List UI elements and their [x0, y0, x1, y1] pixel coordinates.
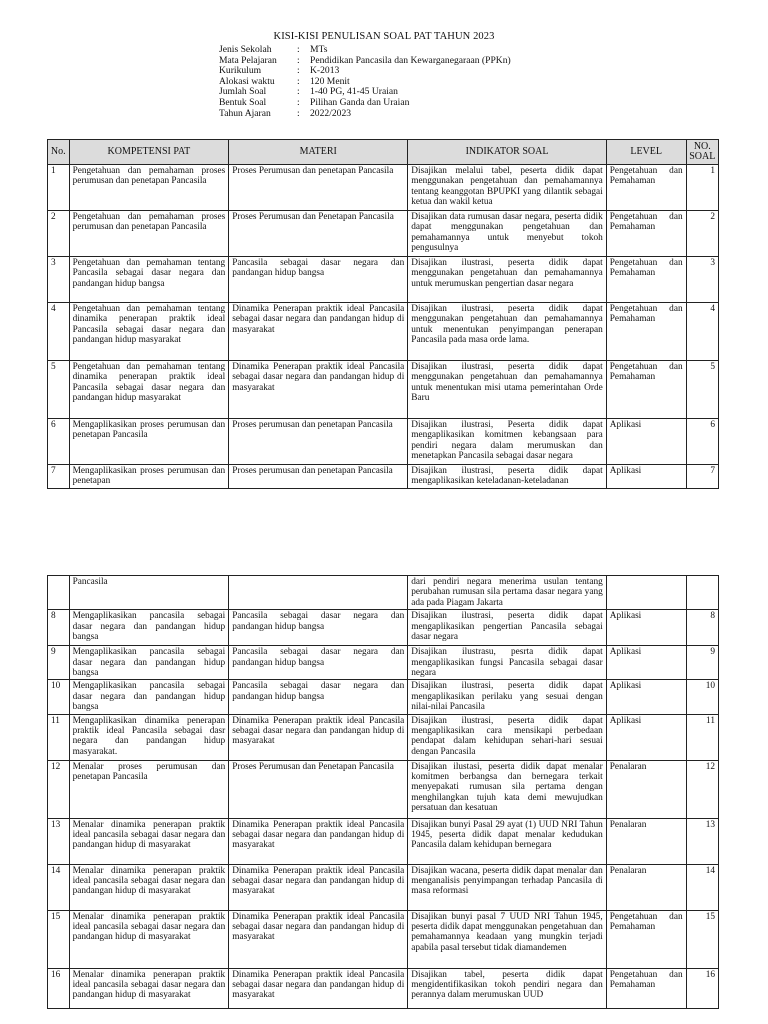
- cell-level: Aplikasi: [606, 680, 686, 714]
- cell-indikator: Disajikan ilustrasi, peserta didik dapat menggunakan pengetahuan dan pemahamannya untuk menentukan misi utama pemerintahan Orde Baru: [408, 361, 606, 419]
- cell-level: Penalaran: [606, 818, 686, 864]
- cell-level: Aplikasi: [606, 465, 686, 489]
- meta-colon: :: [297, 86, 300, 98]
- cell-indikator: Disajikan ilustrasi, peserta didik dapat menggunakan pengetahuan dan pemahamannya untuk menentukan penyimpangan penerapan Pancasila pada masa orde lama.: [408, 303, 606, 361]
- meta-label: Kurikulum: [219, 65, 262, 77]
- table-row: [48, 465, 719, 489]
- cell-materi: Dinamika Penerapan praktik ideal Pancasila sebagai dasar negara dan pandangan hidup di masyarakat: [229, 818, 408, 864]
- meta-value: 2022/2023: [310, 107, 352, 119]
- cell-indikator: Disajikan data rumusan dasar negara, peserta didik dapat menggunakan pengetahuan dan pemahamannya untuk menyebut tokoh pengusulnya: [408, 211, 606, 257]
- cell-no: 7: [48, 465, 70, 489]
- cell-level: Pengetahuan dan Pemahaman: [606, 361, 686, 419]
- header-level: LEVEL: [606, 140, 686, 165]
- cell-materi: Dinamika Penerapan praktik ideal Pancasila sebagai dasar negara dan pandangan hidup di masyarakat: [229, 361, 408, 419]
- cell-kompetensi: Menalar dinamika penerapan praktik ideal pancasila sebagai dasar negara dan pandangan hidup di masyarakat: [69, 864, 229, 910]
- cell-materi: Dinamika Penerapan praktik ideal Pancasila sebagai dasar negara dan pandangan hidup di masyarakat: [229, 303, 408, 361]
- cell-kompetensi: Menalar proses perumusan dan penetapan Pancasila: [69, 760, 229, 818]
- table-header-row: [48, 140, 719, 165]
- cell-kompetensi: Mengaplikasikan proses perumusan dan penetapan: [69, 465, 229, 489]
- cell-level: Pengetahuan dan Pemahaman: [606, 257, 686, 303]
- cell-no: 1: [48, 165, 70, 211]
- meta-colon: :: [297, 107, 300, 119]
- meta-value: Pendidikan Pancasila dan Kewarganegaraan (PPKn): [310, 54, 511, 66]
- cell-indikator: Disajikan ilustrasi, peserta didik dapat menggunakan pengetahuan dan pemahamannya untuk merumuskan pengertian dasar negara: [408, 257, 606, 303]
- meta-colon: :: [297, 65, 300, 77]
- table-row: [48, 361, 719, 419]
- cell-indikator: Disajikan bunyi Pasal 29 ayat (1) UUD NRI Tahun 1945, peserta didik dapat menalar kedudukan Pancasila dalam kehidupan bernegara: [408, 818, 606, 864]
- cell-level: Aplikasi: [606, 714, 686, 760]
- cell-level: Pengetahuan dan Pemahaman: [606, 968, 686, 1008]
- cell-no-soal: 7: [686, 465, 718, 489]
- cell-no: 16: [48, 968, 70, 1008]
- cell-kompetensi: Pengetahuan dan pemahaman tentang dinamika penerapan praktik ideal Pancasila sebagai dasar negara dan pandangan hidup masyarakat: [69, 303, 229, 361]
- cell-level: [606, 576, 686, 610]
- cell-materi: Pancasila sebagai dasar negara dan pandangan hidup bangsa: [229, 646, 408, 680]
- cell-indikator: Disajikan tabel, peserta didik dapat mengidentifikasikan tokoh pendiri negara dan perannya dalam merumuskan UUD: [408, 968, 606, 1008]
- cell-no-soal: 4: [686, 303, 718, 361]
- meta-label: Jenis Sekolah: [219, 44, 272, 55]
- cell-no: 12: [48, 760, 70, 818]
- cell-no: 3: [48, 257, 70, 303]
- meta-row: [219, 98, 511, 109]
- cell-materi: Proses perumusan dan penetapan Pancasila: [229, 419, 408, 465]
- cell-no: 10: [48, 680, 70, 714]
- cell-no: 2: [48, 211, 70, 257]
- cell-level: Aplikasi: [606, 610, 686, 646]
- cell-indikator: Disajikan ilustrasi, peserta didik dapat mengaplikasikan cara mensikapi perbedaan pendapat dalam kehidupan sehari-hari sesuai dengan Pancasila: [408, 714, 606, 760]
- meta-value: MTs: [310, 44, 328, 55]
- document-page-2: [0, 540, 768, 1024]
- meta-value: 120 Menit: [310, 75, 350, 87]
- cell-kompetensi: Pancasila: [69, 576, 229, 610]
- cell-no-soal: 13: [686, 818, 718, 864]
- cell-no-soal: 9: [686, 646, 718, 680]
- cell-no-soal: 8: [686, 610, 718, 646]
- cell-no: 15: [48, 910, 70, 968]
- cell-no-soal: 1: [686, 165, 718, 211]
- meta-value: Pilihan Ganda dan Uraian: [310, 96, 410, 108]
- header-no: No.: [48, 140, 70, 165]
- meta-colon: :: [297, 75, 300, 87]
- cell-no-soal: 2: [686, 211, 718, 257]
- cell-level: Aplikasi: [606, 646, 686, 680]
- cell-materi: Pancasila sebagai dasar negara dan pandangan hidup bangsa: [229, 610, 408, 646]
- cell-kompetensi: Mengaplikasikan dinamika penerapan praktik ideal Pancasila sebagai dasr negara dan pandangan hidup masyarakat.: [69, 714, 229, 760]
- table-row: [48, 165, 719, 211]
- table-row: [48, 968, 719, 1008]
- cell-level: Pengetahuan dan Pemahaman: [606, 910, 686, 968]
- cell-materi: Proses Perumusan dan Penetapan Pancasila: [229, 211, 408, 257]
- cell-no: [48, 576, 70, 610]
- cell-kompetensi: Mengaplikasikan pancasila sebagai dasar negara dan pandangan hidup bangsa: [69, 646, 229, 680]
- meta-colon: :: [297, 96, 300, 108]
- table-row: [48, 864, 719, 910]
- cell-materi: [229, 576, 408, 610]
- cell-indikator: Disajikan ilustrasi, peserta didik dapat mengaplikasikan pengertian Pancasila sebagai dasar negara: [408, 610, 606, 646]
- cell-kompetensi: Pengetahuan dan pemahaman proses perumusan dan penetapan Pancasila: [69, 165, 229, 211]
- document-title: KISI-KISI PENULISAN SOAL PAT TAHUN 2023: [273, 31, 495, 42]
- meta-label: Tahun Ajaran: [219, 107, 271, 119]
- cell-no: 4: [48, 303, 70, 361]
- cell-no-soal: 12: [686, 760, 718, 818]
- cell-no-soal: 16: [686, 968, 718, 1008]
- table-row: [48, 257, 719, 303]
- cell-kompetensi: Mengaplikasikan proses perumusan dan penetapan Pancasila: [69, 419, 229, 465]
- header-indikator: INDIKATOR SOAL: [408, 140, 606, 165]
- cell-indikator: Disajikan wacana, peserta didik dapat menalar dan menganalisis penyimpangan terhadap Pancasila di masa reformasi: [408, 864, 606, 910]
- cell-level: Penalaran: [606, 760, 686, 818]
- cell-materi: Dinamika Penerapan praktik ideal Pancasila sebagai dasar negara dan pandangan hidup di masyarakat: [229, 910, 408, 968]
- cell-materi: Proses Perumusan dan penetapan Pancasila: [229, 165, 408, 211]
- cell-no-soal: 11: [686, 714, 718, 760]
- meta-row: [219, 45, 511, 56]
- cell-materi: Proses perumusan dan penetapan Pancasila: [229, 465, 408, 489]
- cell-level: Penalaran: [606, 864, 686, 910]
- meta-label: Mata Pelajaran: [219, 54, 277, 66]
- cell-materi: Pancasila sebagai dasar negara dan pandangan hidup bangsa: [229, 680, 408, 714]
- cell-kompetensi: Menalar dinamika penerapan praktik ideal pancasila sebagai dasar negara dan pandangan hidup di masyarakat: [69, 968, 229, 1008]
- cell-no: 6: [48, 419, 70, 465]
- kisi-kisi-table-page-1: [47, 139, 719, 489]
- document-meta: [219, 45, 511, 119]
- table-row: [48, 680, 719, 714]
- meta-row: [219, 56, 511, 67]
- meta-colon: :: [297, 54, 300, 66]
- cell-indikator: Disajikan ilustrasi, peserta didik dapat mengaplikasikan keteladanan-keteladanan: [408, 465, 606, 489]
- meta-label: Jumlah Soal: [219, 86, 267, 98]
- cell-no: 8: [48, 610, 70, 646]
- table-row: [48, 610, 719, 646]
- cell-indikator: Disajikan bunyi pasal 7 UUD NRI Tahun 1945, peserta didik dapat menggunakan pengetahuan dan pemahamannya keadaan yang mungkin terjadi apabila pasal tersebut tidak diamandemen: [408, 910, 606, 968]
- meta-value: K-2013: [310, 65, 340, 77]
- cell-no-soal: 15: [686, 910, 718, 968]
- cell-indikator: Disajikan ilustrasu, pesrta didik dapat mengaplikasikan fungsi Pancasila sebagai dasar negara: [408, 646, 606, 680]
- cell-level: Pengetahuan dan Pemahaman: [606, 211, 686, 257]
- table-row: [48, 714, 719, 760]
- cell-no-soal: 10: [686, 680, 718, 714]
- cell-no-soal: 3: [686, 257, 718, 303]
- cell-indikator: Disajikan ilustasi, peserta didik dapat menalar komitmen berbangsa dan bernegara terkait menyepakati rumusan sila pertama dengan menghilangkan tujuh kata demi mewujudkan persatuan dan kesatuan: [408, 760, 606, 818]
- cell-no: 11: [48, 714, 70, 760]
- cell-materi: Pancasila sebagai dasar negara dan pandangan hidup bangsa: [229, 257, 408, 303]
- cell-materi: Dinamika Penerapan praktik ideal Pancasila sebagai dasar negara dan pandangan hidup di masyarakat: [229, 864, 408, 910]
- cell-no-soal: [686, 576, 718, 610]
- table-row: [48, 419, 719, 465]
- cell-no: 13: [48, 818, 70, 864]
- header-kompetensi: KOMPETENSI PAT: [69, 140, 229, 165]
- cell-kompetensi: Pengetahuan dan pemahaman tentang Pancasila sebagai dasar negara dan pandangan hidup bangsa: [69, 257, 229, 303]
- cell-no: 9: [48, 646, 70, 680]
- header-no-soal: NO. SOAL: [686, 140, 718, 165]
- cell-level: Aplikasi: [606, 419, 686, 465]
- cell-kompetensi: Mengaplikasikan pancasila sebagai dasar negara dan pandangan hidup bangsa: [69, 610, 229, 646]
- cell-no-soal: 6: [686, 419, 718, 465]
- cell-indikator: dari pendiri negara menerima usulan tentang perubahan rumusan sila pertama dasar negara yang ada pada Piagam Jakarta: [408, 576, 606, 610]
- cell-no-soal: 14: [686, 864, 718, 910]
- table-row: [48, 646, 719, 680]
- cell-materi: Proses Perumusan dan Penetapan Pancasila: [229, 760, 408, 818]
- cell-no: 5: [48, 361, 70, 419]
- table-row: [48, 303, 719, 361]
- meta-colon: :: [297, 44, 300, 55]
- kisi-kisi-table-page-2: [47, 575, 719, 1009]
- cell-level: Pengetahuan dan Pemahaman: [606, 165, 686, 211]
- meta-value: 1-40 PG, 41-45 Uraian: [310, 86, 398, 98]
- cell-indikator: Disajikan ilustrasi, peserta didik dapat mengaplikasikan perilaku yang sesuai dengan nilai-nilai Pancasila: [408, 680, 606, 714]
- cell-kompetensi: Pengetahuan dan pemahaman proses perumusan dan penetapan Pancasila: [69, 211, 229, 257]
- cell-indikator: Disajikan melalui tabel, peserta didik dapat menggunakan pengetahuan dan pemahamannya tentang keanggotan BPUPKI yang dilantik sebagai ketua dan wakil ketua: [408, 165, 606, 211]
- cell-level: Pengetahuan dan Pemahaman: [606, 303, 686, 361]
- cell-materi: Dinamika Penerapan praktik ideal Pancasila sebagai dasar negara dan pandangan hidup di masyarakat: [229, 968, 408, 1008]
- cell-kompetensi: Menalar dinamika penerapan praktik ideal pancasila sebagai dasar negara dan pandangan hidup di masyarakat: [69, 910, 229, 968]
- cell-no-soal: 5: [686, 361, 718, 419]
- meta-label: Bentuk Soal: [219, 96, 267, 108]
- meta-row: [219, 109, 511, 120]
- meta-label: Alokasi waktu: [219, 75, 275, 87]
- table-row: [48, 576, 719, 610]
- table-row: [48, 818, 719, 864]
- cell-indikator: Disajikan ilustrasi, Peserta didik dapat mengaplikasikan komitmen kebangsaan para pendiri negara dalam merumuskan dan menetapkan Pancasila sebagai dasar negara: [408, 419, 606, 465]
- cell-kompetensi: Menalar dinamika penerapan praktik ideal pancasila sebagai dasar negara dan pandangan hidup di masyarakat: [69, 818, 229, 864]
- table-row: [48, 910, 719, 968]
- cell-kompetensi: Mengaplikasikan pancasila sebagai dasar negara dan pandangan hidup bangsa: [69, 680, 229, 714]
- cell-kompetensi: Pengetahuan dan pemahaman tentang dinamika penerapan praktik ideal Pancasila sebagai dasar negara dan pandangan hidup masyarakat: [69, 361, 229, 419]
- header-materi: MATERI: [229, 140, 408, 165]
- cell-materi: Dinamika Penerapan praktik ideal Pancasila sebagai dasar negara dan pandangan hidup di masyarakat: [229, 714, 408, 760]
- cell-no: 14: [48, 864, 70, 910]
- table-row: [48, 760, 719, 818]
- table-row: [48, 211, 719, 257]
